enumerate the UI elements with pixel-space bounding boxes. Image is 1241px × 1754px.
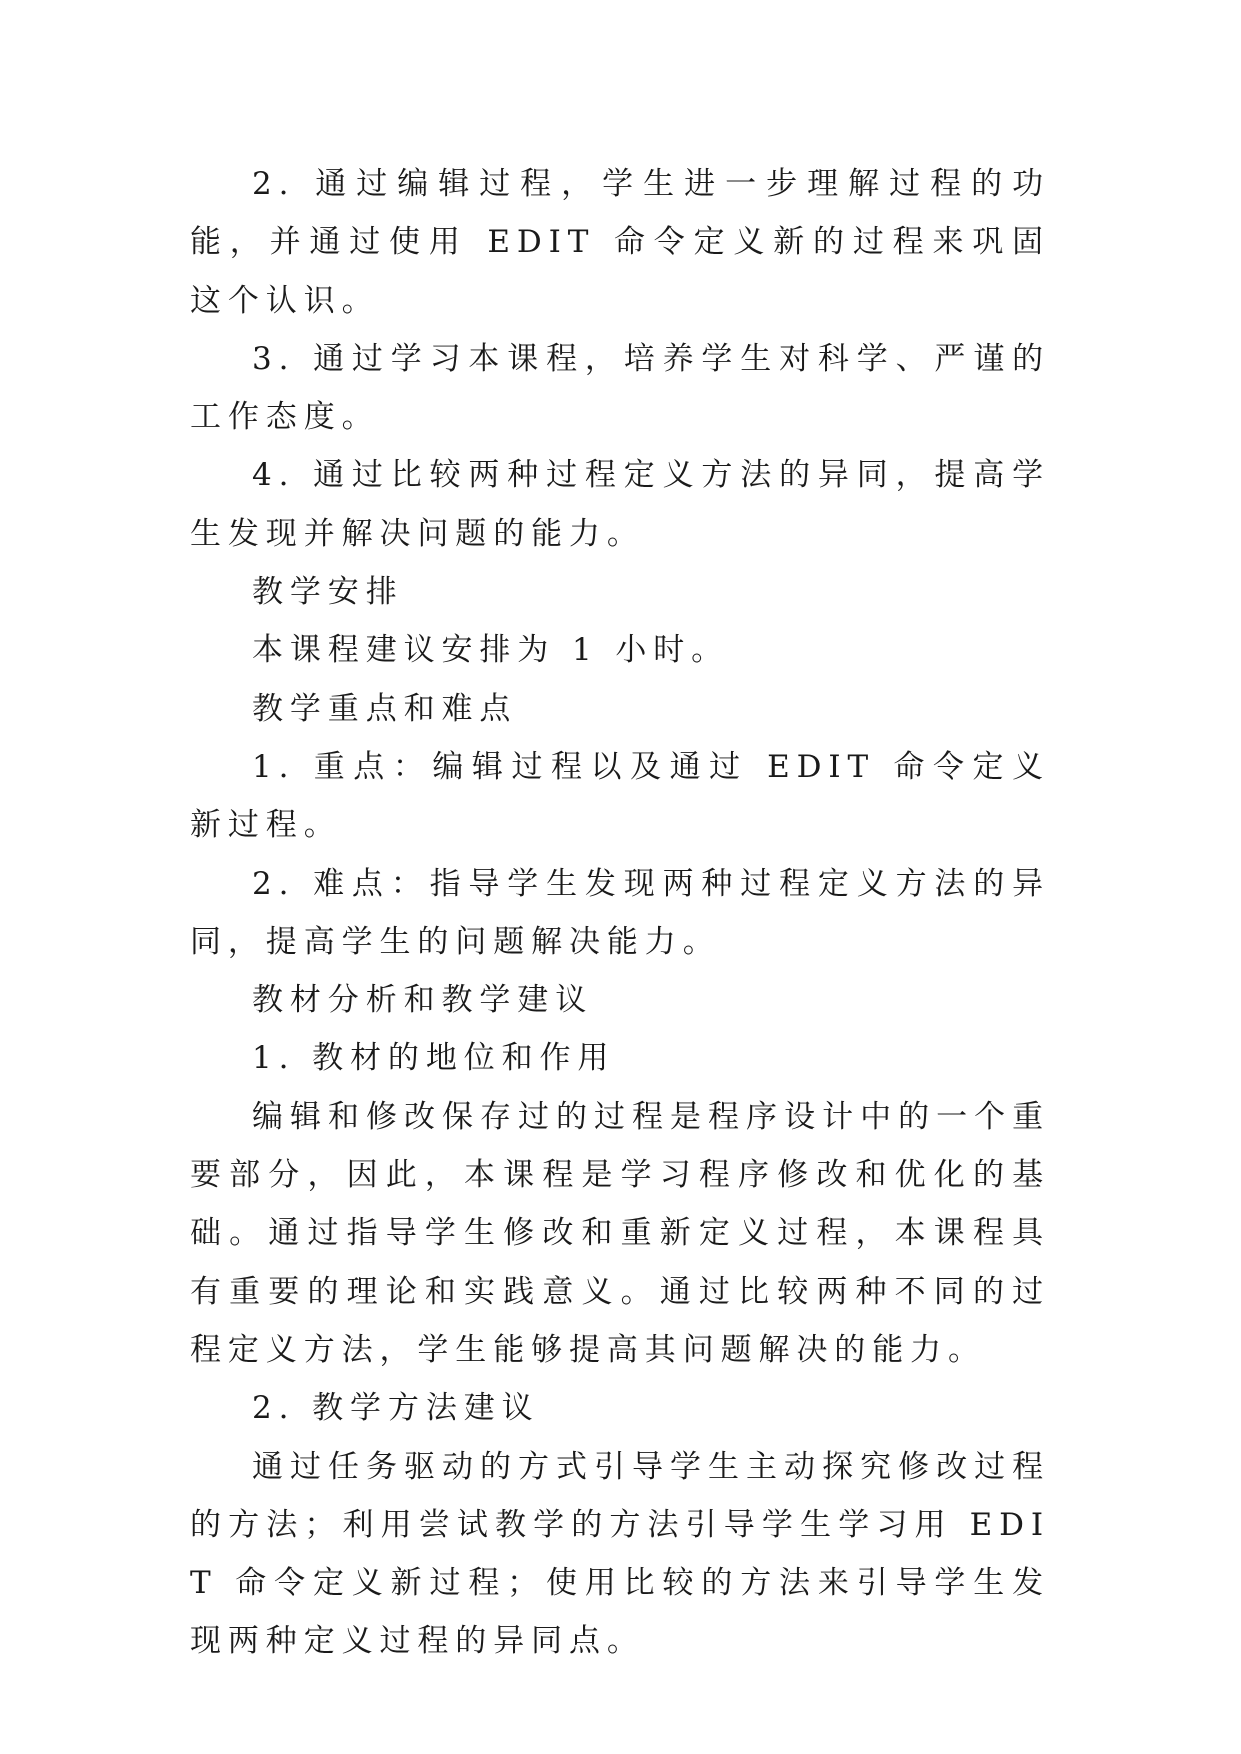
subheading-material-role: 1. 教材的地位和作用 (252, 1040, 616, 1077)
heading-material-analysis: 教材分析和教学建议 (252, 982, 594, 1019)
paragraph-objective-4: 4. 通过比较两种过程定义方法的异同，提高学生发现并解决问题的能力。 (190, 457, 1050, 552)
paragraph-objective-3: 3. 通过学习本课程，培养学生对科学、严谨的工作态度。 (190, 340, 1050, 436)
document-body (190, 155, 1050, 1671)
paragraph-teaching-arrangement: 本课程建议安排为 1 小时。 (252, 632, 730, 669)
paragraph-key-point-2: 2. 难点：指导学生发现两种过程定义方法的异同，提高学生的问题解决能力。 (190, 865, 1050, 960)
paragraph-objective-2: 2. 通过编辑过程，学生进一步理解过程的功能，并通过使用 EDIT 命令定义新的过程来巩固这个认识。 (190, 166, 1050, 319)
paragraph-teaching-method: 通过任务驱动的方式引导学生主动探究修改过程的方法；利用尝试教学的方法引导学生学习用 EDIT 命令定义新过程；使用比较的方法来引导学生发现两种定义过程的异同点。 (190, 1448, 1050, 1660)
paragraph-material-role: 编辑和修改保存过的过程是程序设计中的一个重要部分，因此，本课程是学习程序修改和优化的基础。通过指导学生修改和重新定义过程，本课程具有重要的理论和实践意义。通过比较两种不同的过程定义方法，学生能够提高其问题解决的能力。 (190, 1098, 1050, 1368)
subheading-teaching-method: 2. 教学方法建议 (252, 1390, 540, 1427)
heading-teaching-arrangement: 教学安排 (252, 574, 404, 611)
heading-key-points: 教学重点和难点 (252, 690, 518, 727)
paragraph-key-point-1: 1. 重点：编辑过程以及通过 EDIT 命令定义新过程。 (190, 748, 1050, 844)
